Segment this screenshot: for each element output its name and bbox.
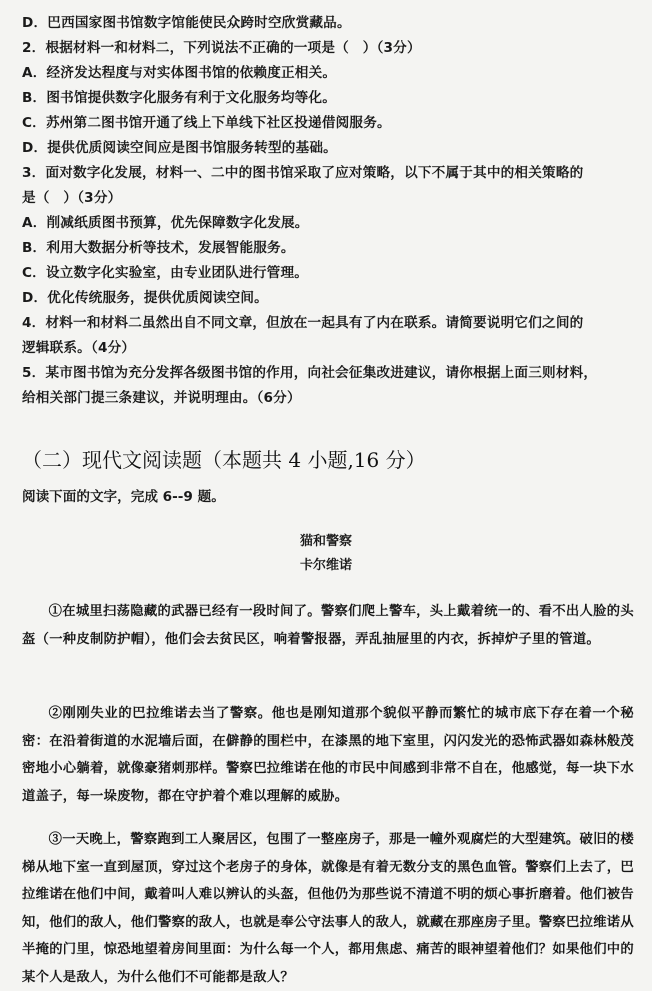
question-line: 是（ ）（3分） (22, 190, 122, 206)
story-author: 卡尔维诺 (299, 558, 352, 573)
section-heading: （二）现代文阅读题（本题共 4 小题,16 分） (22, 448, 426, 472)
question-line: 给相关部门提三条建议，并说明理由。（6分） (22, 390, 301, 406)
story-paragraph-2: ②刚刚失业的巴拉维诺去当了警察。他也是刚知道那个貌似平静而繁忙的城市底下存在着一个秘密：在沿着街道的水泥墙后面，在僻静的围栏中，在漆黑的地下室里，闪闪发光的恐怖武器如森林般茂密地小心躺着，就像豪猪刺那样。警察巴拉维诺在他的市民中间感到非常不自在，他感觉，每一块下水道盖子，每一垛废物，都在守护着个难以理解的威胁。 (22, 706, 634, 804)
option-line: C．设立数字化实验室，由专业团队进行管理。 (22, 265, 309, 281)
story-title: 猫和警察 (299, 534, 352, 549)
option-line: D．巴西国家图书馆数字馆能使民众跨时空欣赏藏品。 (22, 15, 351, 31)
option-line: D．提供优质阅读空间应是图书馆服务转型的基础。 (22, 140, 337, 156)
story-paragraph-3: ③一天晚上，警察跑到工人聚居区，包围了一整座房子，那是一幢外观腐烂的大型建筑。破旧的楼梯从地下室一直到屋顶，穿过这个老房子的身体，就像是有着无数分支的黑色血管。警察们上去了，巴拉维诺在他们中间，戴着叫人难以辨认的头盔，但他仍为那些说不清道不明的烦心事折磨着。他们被告知，他们的敌人，他们警察的敌人，也就是奉公守法事人的敌人，就藏在那座房子里。警察巴拉维诺从半掩的门里，惊恐地望着房间里面：为什么每一个人，都用焦虑、痛苦的眼神望着他们？如果他们中的某个人是敌人，为什么他们不可能都是敌人？ (22, 832, 634, 985)
question-line: 2．根据材料一和材料二，下列说法不正确的一项是（ ）（3分） (22, 40, 421, 56)
reading-instruction: 阅读下面的文字，完成 6--9 题。 (22, 489, 225, 505)
question-line: 4．材料一和材料二虽然出自不同文章，但放在一起具有了内在联系。请简要说明它们之间的 (22, 315, 584, 331)
option-line: D．优化传统服务，提供优质阅读空间。 (22, 290, 268, 306)
option-line: B．图书馆提供数字化服务有利于文化服务均等化。 (22, 90, 337, 106)
option-line: A．经济发达程度与对实体图书馆的依赖度正相关。 (22, 65, 337, 81)
option-line: C．苏州第二图书馆开通了线上下单线下社区投递借阅服务。 (22, 115, 391, 131)
story-paragraph-1: ①在城里扫荡隐藏的武器已经有一段时间了。警察们爬上警车，头上戴着统一的、看不出人脸的头盔（一种皮制防护帽），他们会去贫民区，响着警报器，弄乱抽屉里的内衣，拆掉炉子里的管道。 (22, 604, 634, 647)
question-line: 3．面对数字化发展，材料一、二中的图书馆采取了应对策略，以下不属于其中的相关策略的 (22, 165, 584, 181)
option-line: A．削减纸质图书预算，优先保障数字化发展。 (22, 215, 309, 231)
option-line: B．利用大数据分析等技术，发展智能服务。 (22, 240, 295, 256)
question-line: 逻辑联系。（4分） (22, 340, 136, 356)
question-line: 5．某市图书馆为充分发挥各级图书馆的作用，向社会征集改进建议，请你根据上面三则材料， (22, 365, 598, 381)
